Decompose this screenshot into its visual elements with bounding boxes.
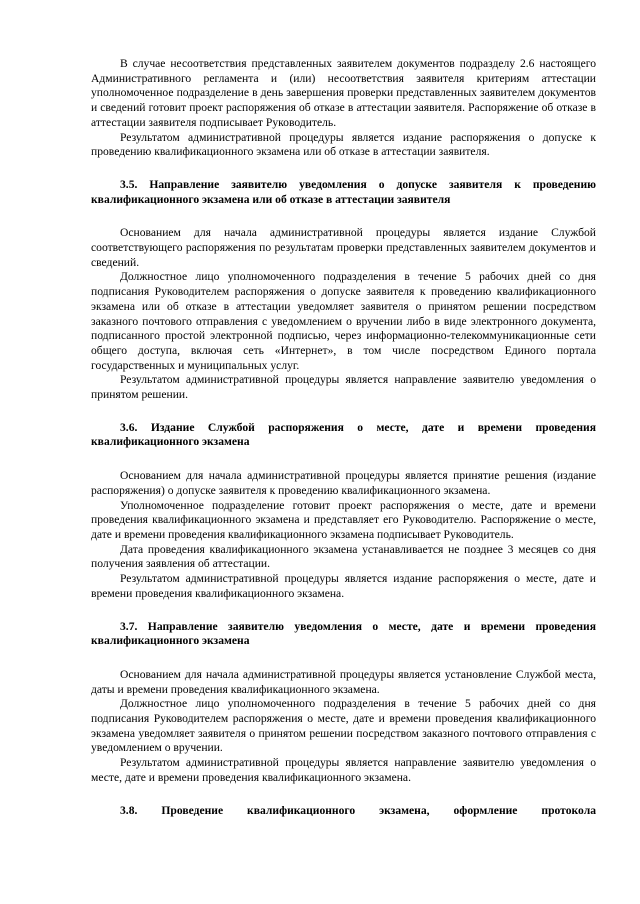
paragraph-basis-3-7: Основанием для начала административной процедуры является установление Службой места, даты и времени проведения квалификационного экзамена. — [91, 667, 596, 696]
section-heading-3-8: 3.8. Проведение квалификационного экзамена, оформление протокола — [120, 803, 596, 817]
paragraph-result-3-7: Результатом административной процедуры является направление заявителю уведомления о месте, дате и времени проведения квалификационного экзамена. — [91, 756, 596, 784]
paragraph-draft-order-3-6: Уполномоченное подразделение готовит проект распоряжения о месте, дате и времени проведения квалификационного экзамена и представляет его Руководителю. Распоряжение о месте, дате и времени проведения квалификационного экзамена подписывает Руководитель. — [91, 498, 596, 541]
paragraph-basis-3-5: Основанием для начала административной процедуры является издание Службой соответствующего распоряжения по результатам проверки представленных заявителем документов и сведений. — [91, 226, 596, 269]
section-heading-3-5: 3.5. Направление заявителю уведомления о допуске заявителя к проведению квалификационного экзамена или об отказе в аттестации заявителя — [91, 177, 596, 206]
paragraph-notification-3-5: Должностное лицо уполномоченного подразделения в течение 5 рабочих дней со дня подписания Руководителем распоряжения о допуске заявителя к проведению квалификационного экзамена или об отказе в аттестации уведомляет заявителя о принятом решении посредством заказного почтового отправления с уведомлением о вручении либо в виде электронного документа, подписанного простой электронной подписью, через информационно-телекоммуникационные сети общего доступа, включая сеть «Интернет», в том числе посредством Единого портала государственных и муниципальных услуг. — [91, 270, 596, 372]
paragraph-refusal-conditions: В случае несоответствия представленных заявителем документов подразделу 2.6 настоящего Административного регламента и (или) несоответствия заявителя критериям аттестации уполномоченное подразделение в день завершения проверки представленных заявителем документов и сведений готовит проект распоряжения об отказе в аттестации заявителя. Распоряжение об отказе в аттестации заявителя подписывает Руководитель. — [91, 57, 596, 129]
paragraph-result-order: Результатом административной процедуры является издание распоряжения о допуске к проведению квалификационного экзамена или об отказе в аттестации заявителя. — [91, 130, 596, 159]
paragraph-result-3-6: Результатом административной процедуры является издание распоряжения о месте, дате и времени проведения квалификационного экзамена. — [91, 572, 596, 600]
paragraph-notification-3-7: Должностное лицо уполномоченного подразделения в течение 5 рабочих дней со дня подписания Руководителем распоряжения о месте, дате и времени проведения квалификационного экзамена уведомляет заявителя о принятом решении посредством заказного почтового отправления с уведомлением о вручении. — [91, 697, 596, 755]
paragraph-exam-date-3-6: Дата проведения квалификационного экзамена устанавливается не позднее 3 месяцев со дня получения заявления об аттестации. — [91, 542, 596, 571]
section-heading-3-6: 3.6. Издание Службой распоряжения о месте, дате и времени проведения квалификационного экзамена — [91, 420, 596, 449]
paragraph-basis-3-6: Основанием для начала административной процедуры является принятие решения (издание распоряжения) о допуске заявителя к проведению квалификационного экзамена. — [91, 469, 596, 497]
paragraph-result-3-5: Результатом административной процедуры является направление заявителю уведомления о принятом решении. — [91, 373, 596, 402]
document-page — [91, 57, 596, 818]
section-heading-3-7: 3.7. Направление заявителю уведомления о месте, дате и времени проведения квалификационного экзамена — [91, 619, 596, 648]
